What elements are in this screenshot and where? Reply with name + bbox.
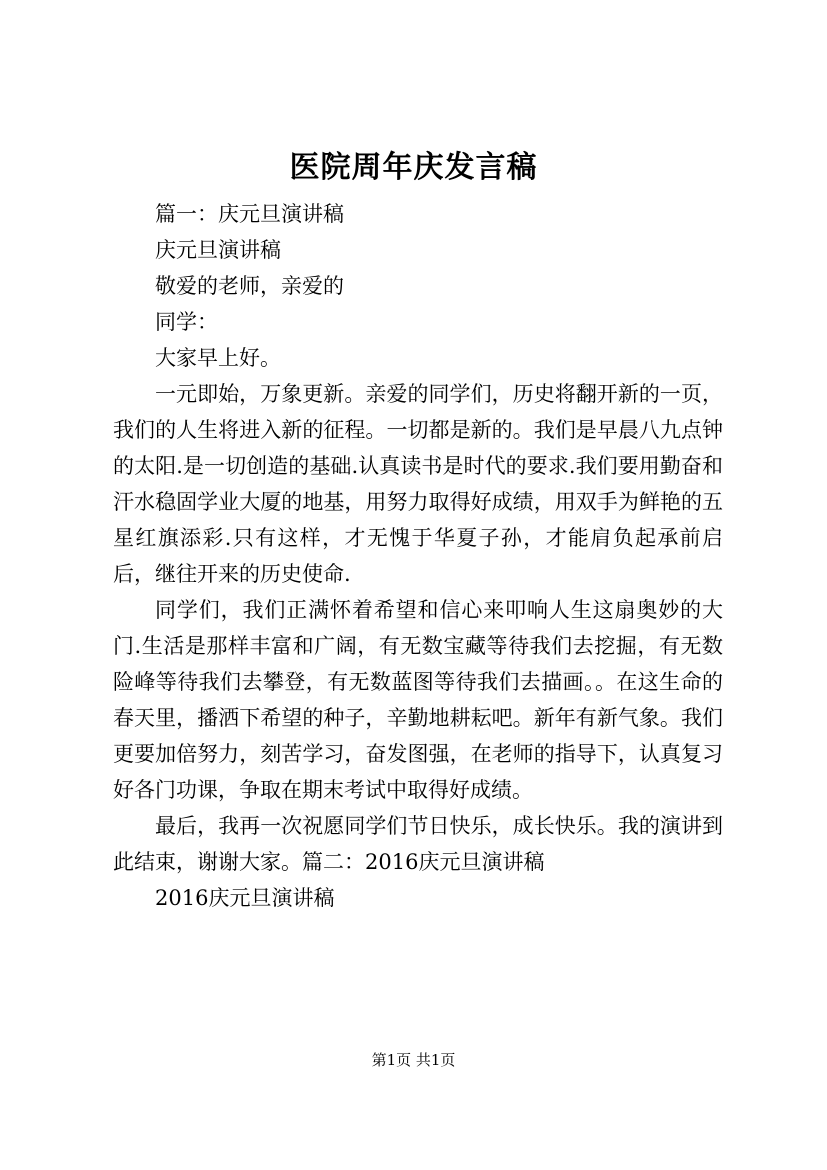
body-paragraph: 最后，我再一次祝愿同学们节日快乐，成长快乐。我的演讲到此结束，谢谢大家。篇二：2016庆元旦演讲稿	[113, 814, 723, 874]
opening-line: 大家早上好。	[155, 346, 281, 370]
section-heading: 篇一：庆元旦演讲稿	[155, 202, 344, 226]
body-paragraph: 同学们，我们正满怀着希望和信心来叩响人生这扇奥妙的大门.生活是那样丰富和广阔，有无数宝藏等待我们去挖掘，有无数险峰等待我们去攀登，有无数蓝图等待我们去描画。。在这生命的春天里，播洒下希望的种子，辛勤地耕耘吧。新年有新气象。我们更要加倍努力，刻苦学习，奋发图强，在老师的指导下，认真复习好各门功课，争取在期末考试中取得好成绩。	[113, 598, 723, 802]
greeting-line: 同学：	[155, 310, 218, 334]
section-subheading: 庆元旦演讲稿	[155, 238, 281, 262]
document-body	[113, 196, 723, 916]
greeting-line: 敬爱的老师，亲爱的	[155, 274, 344, 298]
page-footer: 第1页 共1页	[371, 1051, 456, 1069]
document-title: 医院周年庆发言稿	[289, 150, 538, 185]
body-paragraph: 一元即始，万象更新。亲爱的同学们，历史将翻开新的一页，我们的人生将进入新的征程。一切都是新的。我们是早晨八九点钟的太阳.是一切创造的基础.认真读书是时代的要求.我们要用勤奋和汗水稳固学业大厦的地基，用努力取得好成绩，用双手为鲜艳的五星红旗添彩.只有这样，才无愧于华夏子孙，才能肩负起承前启后，继往开来的历史使命.	[113, 382, 723, 586]
section-subheading: 2016庆元旦演讲稿	[155, 886, 335, 910]
